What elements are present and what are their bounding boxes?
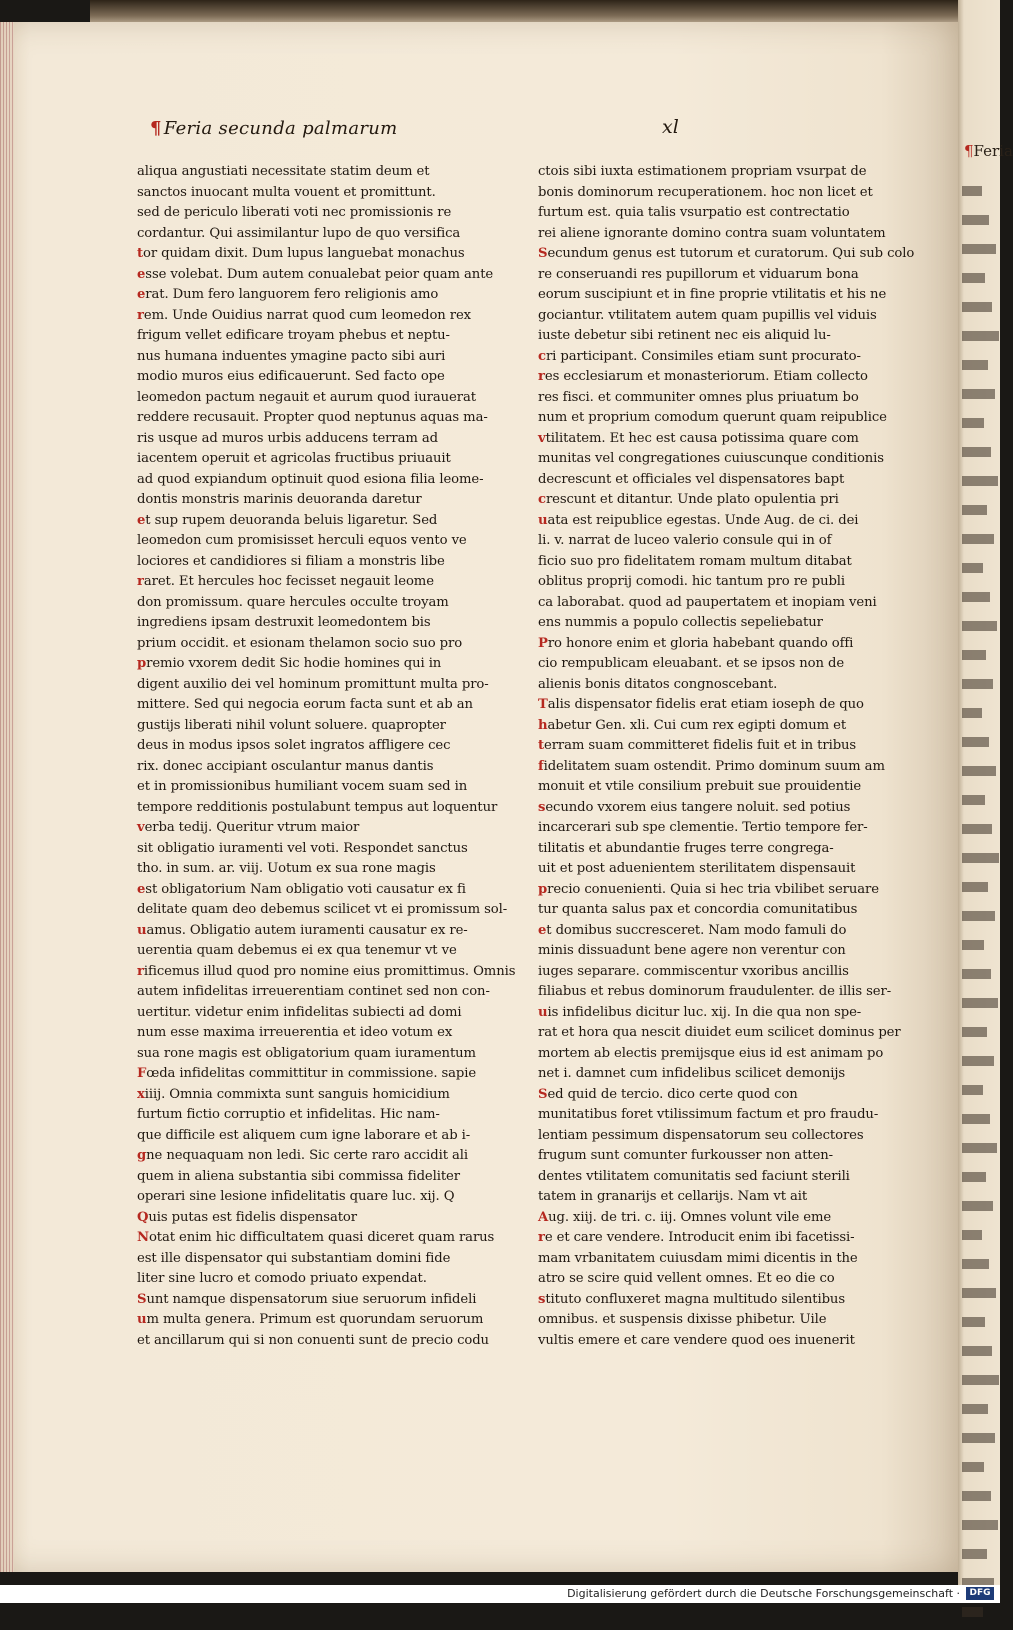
next-page-line (962, 1607, 1000, 1630)
text-line: et in promissionibus humiliant vocem suam sed in (137, 779, 468, 794)
next-page-line (962, 766, 1000, 789)
text-line: raret. Et hercules hoc fecisset negauit leome (137, 574, 434, 589)
next-page-line (962, 331, 1000, 354)
text-line: lociores et candidiores si filiam a monstris libe (137, 553, 445, 569)
next-page-line (962, 302, 1000, 325)
dfg-logo: DFG (966, 1587, 994, 1600)
rubric-initial: p (538, 881, 548, 897)
text-line: bonis dominorum recuperationem. hoc non licet et (538, 184, 873, 200)
text-line: filiabus et rebus dominorum fraudulenter. de illis ser- (538, 984, 892, 999)
text-line: uata est reipublice egestas. Unde Aug. de ci. dei (538, 512, 859, 528)
rubric-initial: h (538, 717, 548, 733)
text-line: li. v. narrat de luceo valerio consule qui in of (538, 533, 832, 548)
next-page-header: ¶Feria (964, 142, 1013, 160)
text-line: habetur Gen. xli. Cui cum rex egipti domum et (538, 717, 847, 733)
rubric-initial: Q (137, 1209, 149, 1225)
next-page-line (962, 1172, 1000, 1195)
text-line: ad quod expiandum optinuit quod esiona filia leome- (137, 471, 484, 487)
text-line: cordantur. Qui assimilantur lupo de quo versifica (137, 225, 461, 241)
text-line: tho. in sum. ar. viij. Uotum ex sua rone magis (137, 861, 436, 876)
text-line: rix. donec accipiant osculantur manus dantis (137, 758, 434, 774)
next-page-line (962, 1027, 1000, 1050)
text-line: furtum fictio corruptio et infidelitas. Hic nam- (137, 1107, 440, 1122)
rubric-initial: f (538, 758, 544, 774)
next-page-title: Feria (973, 142, 1013, 160)
text-line: precio conuenienti. Quia si hec tria vbilibet seruare (538, 881, 879, 897)
text-line: mam vrbanitatem cuiusdam mimi dicentis in the (538, 1250, 858, 1266)
text-line: atro se scire quid vellent omnes. Et eo die co (538, 1271, 835, 1286)
text-line: uis infidelibus dicitur luc. xij. In die qua non spe- (538, 1004, 862, 1020)
next-page-line (962, 1520, 1000, 1543)
rubric-initial: N (137, 1230, 149, 1245)
next-page-line (962, 389, 1000, 412)
text-line: frigum vellet edificare troyam phebus et neptu- (137, 328, 450, 343)
text-line: mittere. Sed qui negocia eorum facta sunt et ab an (137, 697, 473, 712)
text-line: Notat enim hic difficultatem quasi diceret quam rarus (137, 1230, 495, 1245)
text-line: Quis putas est fidelis dispensator (137, 1209, 357, 1225)
next-page-line (962, 1230, 1000, 1253)
text-line: terram suam committeret fidelis fuit et in tribus (538, 738, 857, 753)
rubric-initial: u (137, 922, 147, 938)
text-line: leomedon pactum negauit et aurum quod iurauerat (137, 389, 476, 405)
text-line: rat et hora qua nescit diuidet eum scilicet dominus per (538, 1025, 901, 1040)
right-text-column (538, 162, 915, 1351)
next-page-line (962, 1201, 1000, 1224)
text-line: rificemus illud quod pro nomine eius promittimus. Omnis (137, 963, 516, 979)
rubric-initial: S (538, 246, 548, 261)
text-line: uerentia quam debemus ei ex qua tenemur vt ve (137, 943, 457, 958)
rubric-initial: e (538, 922, 547, 938)
text-line: Talis dispensator fidelis erat etiam ioseph de quo (538, 697, 864, 712)
rubric-initial: F (137, 1066, 147, 1081)
text-line: sit obligatio iuramenti vel voti. Respondet sanctus (137, 840, 468, 856)
text-line: sanctos inuocant multa vouent et promittunt. (137, 184, 436, 200)
rubric-initial: e (137, 266, 146, 282)
text-line: aliqua angustiati necessitate statim deum et (137, 164, 430, 179)
running-head (150, 118, 398, 139)
rubric-initial: r (137, 307, 144, 323)
text-line: leomedon cum promisisset herculi equos vento ve (137, 533, 467, 548)
text-line: dentes vtilitatem comunitatis sed faciunt sterili (538, 1168, 850, 1184)
next-page-line (962, 1346, 1000, 1369)
next-page-line (962, 273, 1000, 296)
next-page-line (962, 1056, 1000, 1079)
text-line: Fœda infidelitas committitur in commissione. sapie (137, 1066, 477, 1081)
next-page-line (962, 882, 1000, 905)
folio-label: xl (662, 116, 679, 138)
next-page-line (962, 186, 1000, 209)
text-line: Secundum genus est tutorum et curatorum. Qui sub colo (538, 246, 915, 261)
text-line: xiiij. Omnia commixta sunt sanguis homicidium (137, 1086, 450, 1102)
next-page-line (962, 505, 1000, 528)
text-line: ingrediens ipsam destruxit leomedontem bis (137, 615, 431, 630)
next-page-line (962, 1317, 1000, 1340)
text-line: eorum suscipiunt et in fine proprie vtilitatis et his ne (538, 287, 887, 302)
next-page-line (962, 360, 1000, 383)
text-line: et domibus succresceret. Nam modo famuli do (538, 922, 847, 938)
text-line: ris usque ad muros urbis adducens terram ad (137, 430, 438, 446)
next-page-line (962, 621, 1000, 644)
rubric-initial: c (538, 348, 546, 364)
rubric-initial: S (137, 1291, 147, 1307)
text-line: net i. damnet cum infidelibus scilicet demonijs (538, 1066, 845, 1081)
text-line: erat. Dum fero languorem fero religionis amo (137, 287, 439, 302)
text-line: re conseruandi res pupillorum et viduarum bona (538, 266, 859, 282)
next-page-line (962, 1259, 1000, 1282)
text-line: prium occidit. et esionam thelamon socio suo pro (137, 635, 463, 651)
rubric-initial: c (538, 492, 546, 507)
text-line: dontis monstris marinis deuoranda daretur (137, 492, 422, 507)
text-line: gociantur. vtilitatem autem quam pupillis vel viduis (538, 307, 877, 323)
next-page-line (962, 563, 1000, 586)
next-page-line (962, 476, 1000, 499)
rubric-initial: r (137, 963, 144, 979)
text-line: num et proprium comodum querunt quam reipublice (538, 410, 887, 425)
text-line: monuit et vtile consilium prebuit sue prouidentie (538, 779, 862, 794)
next-page-line (962, 447, 1000, 470)
rubric-initial: s (538, 1291, 546, 1307)
text-line: quem in aliena substantia sibi commissa fideliter (137, 1168, 460, 1184)
text-line: rei aliene ignorante domino contra suam voluntatem (538, 225, 886, 241)
rubric-initial: v (538, 430, 546, 446)
text-line: rem. Unde Ouidius narrat quod cum leomedon rex (137, 307, 472, 323)
text-line: re et care vendere. Introducit enim ibi facetissi- (538, 1230, 855, 1245)
text-line: est ille dispensator qui substantiam domini fide (137, 1250, 451, 1266)
next-page-line (962, 1288, 1000, 1311)
text-line: gne nequaquam non ledi. Sic certe raro accidit ali (137, 1148, 469, 1163)
text-line: uertitur. videtur enim infidelitas subiecti ad domi (137, 1004, 462, 1020)
rubric-initial: P (538, 635, 548, 651)
next-page-line (962, 708, 1000, 731)
rubric-initial: r (137, 574, 144, 589)
text-line: iuste debetur sibi retinent nec eis aliquid lu- (538, 328, 831, 343)
text-line: res fisci. et communiter omnes plus priuatum bo (538, 389, 859, 405)
text-line: gustijs liberati nihil volunt soluere. quapropter (137, 717, 446, 733)
text-line: lentiam pessimum dispensatorum seu collectores (538, 1127, 864, 1143)
text-line: et sup rupem deuoranda beluis ligaretur. Sed (137, 512, 438, 528)
next-page-line (962, 215, 1000, 238)
next-page-line (962, 940, 1000, 963)
rubric-initial: r (538, 1230, 545, 1245)
next-page-line (962, 650, 1000, 673)
next-page-line (962, 1375, 1000, 1398)
next-page-line (962, 1143, 1000, 1166)
next-page-line (962, 824, 1000, 847)
text-line: tilitatis et abundantie fruges terre congrega- (538, 840, 834, 856)
text-line: et ancillarum qui si non conuenti sunt de precio codu (137, 1332, 489, 1348)
text-line: oblitus proprij comodi. hic tantum pro re publi (538, 574, 846, 589)
text-line: sed de periculo liberati voti nec promissionis re (137, 205, 452, 220)
next-page-line (962, 1549, 1000, 1572)
text-line: est obligatorium Nam obligatio voti causatur ex fi (137, 881, 466, 897)
text-line: que difficile est aliquem cum igne laborare et ab i- (137, 1127, 471, 1143)
text-line: minis dissuadunt bene agere non verentur con (538, 943, 846, 958)
next-page-line (962, 1114, 1000, 1137)
rubric-initial: S (538, 1086, 548, 1102)
rubric-initial: A (538, 1209, 549, 1225)
text-line: vultis emere et care vendere quod oes inuenerit (538, 1332, 855, 1348)
text-line: res ecclesiarum et monasteriorum. Etiam collecto (538, 369, 868, 384)
text-line: vtilitatem. Et hec est causa potissima quare com (538, 430, 859, 446)
text-line: Aug. xiij. de tri. c. iij. Omnes volunt vile eme (538, 1209, 832, 1225)
next-page-line (962, 853, 1000, 876)
text-line: operari sine lesione infidelitatis quare luc. xij. Q (137, 1189, 455, 1204)
rubric-initial: v (137, 820, 145, 835)
text-line: esse volebat. Dum autem conualebat peior quam ante (137, 266, 494, 282)
text-line: furtum est. quia talis vsurpatio est contrectatio (538, 205, 850, 220)
text-line: munitas vel congregationes cuiuscunque conditionis (538, 451, 884, 466)
rubric-initial: t (538, 738, 544, 753)
pilcrow-icon: ¶ (150, 118, 162, 139)
text-line: tatem in granarijs et cellarijs. Nam vt ait (538, 1189, 808, 1204)
text-line: um multa genera. Primum est quorundam seruorum (137, 1312, 484, 1327)
next-page-line (962, 244, 1000, 267)
text-line: autem infidelitas irreuerentiam continet sed non con- (137, 984, 490, 999)
text-line: verba tedij. Queritur vtrum maior (137, 820, 360, 835)
next-page-line (962, 911, 1000, 934)
text-line: digent auxilio dei vel hominum promittunt multa pro- (137, 676, 489, 692)
text-line: fidelitatem suam ostendit. Primo dominum suum am (538, 758, 885, 774)
next-page-line (962, 679, 1000, 702)
next-page-line (962, 418, 1000, 441)
rubric-initial: r (538, 369, 545, 384)
text-line: ctois sibi iuxta estimationem propriam vsurpat de (538, 164, 867, 179)
text-line: liter sine lucro et comodo priuato expendat. (137, 1271, 427, 1286)
text-line: mortem ab electis premijsque eius id est animam po (538, 1045, 884, 1061)
next-page-line (962, 1433, 1000, 1456)
text-line: tor quidam dixit. Dum lupus languebat monachus (137, 246, 465, 261)
text-line: stituto confluxeret magna multitudo silentibus (538, 1291, 845, 1307)
text-line: nus humana induentes ymagine pacto sibi auri (137, 348, 446, 364)
next-page-line (962, 969, 1000, 992)
text-line: premio vxorem dedit Sic hodie homines qui in (137, 656, 442, 671)
text-line: iacentem operuit et agricolas fructibus priuauit (137, 451, 451, 466)
text-line: uit et post aduenientem sterilitatem dispensauit (538, 861, 856, 876)
text-line: ens nummis a populo collectis sepeliebatur (538, 615, 823, 630)
text-line: sua rone magis est obligatorium quam iuramentum (137, 1045, 476, 1061)
text-line: tur quanta salus pax et concordia comunitatibus (538, 902, 858, 917)
rubric-initial: T (538, 697, 548, 712)
text-line: munitatibus foret vtilissimum factum et pro fraudu- (538, 1107, 879, 1122)
text-line: decrescunt et officiales vel dispensatores bapt (538, 471, 845, 487)
footer-credit: Digitalisierung gefördert durch die Deutsche Forschungsgemeinschaft · (567, 1587, 960, 1600)
rubric-initial: g (137, 1148, 147, 1163)
next-page-line (962, 737, 1000, 760)
next-page-text (962, 180, 1000, 1300)
next-page-line (962, 534, 1000, 557)
next-page-line (962, 795, 1000, 818)
text-line: reddere recusauit. Propter quod neptunus aquas ma- (137, 410, 488, 425)
text-line: cio rempublicam eleuabant. et se ipsos non de (538, 656, 845, 671)
text-line: deus in modus ipsos solet ingratos affligere cec (137, 738, 451, 753)
text-line: iuges separare. commiscentur vxoribus ancillis (538, 963, 849, 979)
next-page-line (962, 592, 1000, 615)
text-line: don promissum. quare hercules occulte troyam (137, 594, 449, 610)
next-page-line (962, 998, 1000, 1021)
next-page-line (962, 1462, 1000, 1485)
text-line: omnibus. et suspensis dixisse phibetur. Uile (538, 1312, 827, 1327)
text-line: delitate quam deo debemus scilicet vt ei promissum sol- (137, 902, 508, 917)
text-line: ca laborabat. quod ad paupertatem et inopiam veni (538, 594, 877, 610)
text-line: crescunt et ditantur. Unde plato opulentia pri (538, 492, 839, 507)
text-line: cri participant. Consimiles etiam sunt procurato- (538, 348, 861, 364)
text-line: Pro honore enim et gloria habebant quando offi (538, 635, 854, 651)
text-line: Sed quid de tercio. dico certe quod con (538, 1086, 798, 1102)
text-line: secundo vxorem eius tangere noluit. sed potius (538, 799, 851, 815)
page-gutter (0, 22, 14, 1572)
text-line: uamus. Obligatio autem iuramenti causatur ex re- (137, 922, 468, 938)
next-page-line (962, 1404, 1000, 1427)
text-line: Sunt namque dispensatorum siue seruorum infideli (137, 1291, 477, 1307)
text-line: alienis bonis ditatos congnoscebant. (538, 676, 778, 692)
rubric-initial: u (137, 1312, 147, 1327)
text-line: num esse maxima irreuerentia et ideo votum ex (137, 1025, 453, 1040)
rubric-initial: e (137, 881, 146, 897)
folio-number (662, 116, 679, 138)
rubric-initial: p (137, 656, 147, 671)
text-line: tempore redditionis postulabunt tempus aut loquentur (137, 799, 498, 815)
rubric-initial: t (137, 246, 143, 261)
next-page-line (962, 1085, 1000, 1108)
rubric-initial: u (538, 1004, 548, 1020)
text-line: incarcerari sub spe clementie. Tertio tempore fer- (538, 820, 868, 835)
text-line: ficio suo pro fidelitatem romam multum ditabat (538, 553, 852, 569)
rubric-initial: e (137, 512, 146, 528)
rubric-initial: e (137, 287, 146, 302)
text-line: frugum sunt comunter furkousser non atten- (538, 1148, 834, 1163)
next-page-line (962, 1491, 1000, 1514)
left-text-column (137, 162, 516, 1351)
rubric-initial: x (137, 1086, 145, 1102)
text-line: modio muros eius edificauerunt. Sed facto ope (137, 369, 445, 384)
rubric-initial: u (538, 512, 548, 528)
running-title: Feria secunda palmarum (163, 118, 398, 139)
rubric-initial: s (538, 799, 546, 815)
